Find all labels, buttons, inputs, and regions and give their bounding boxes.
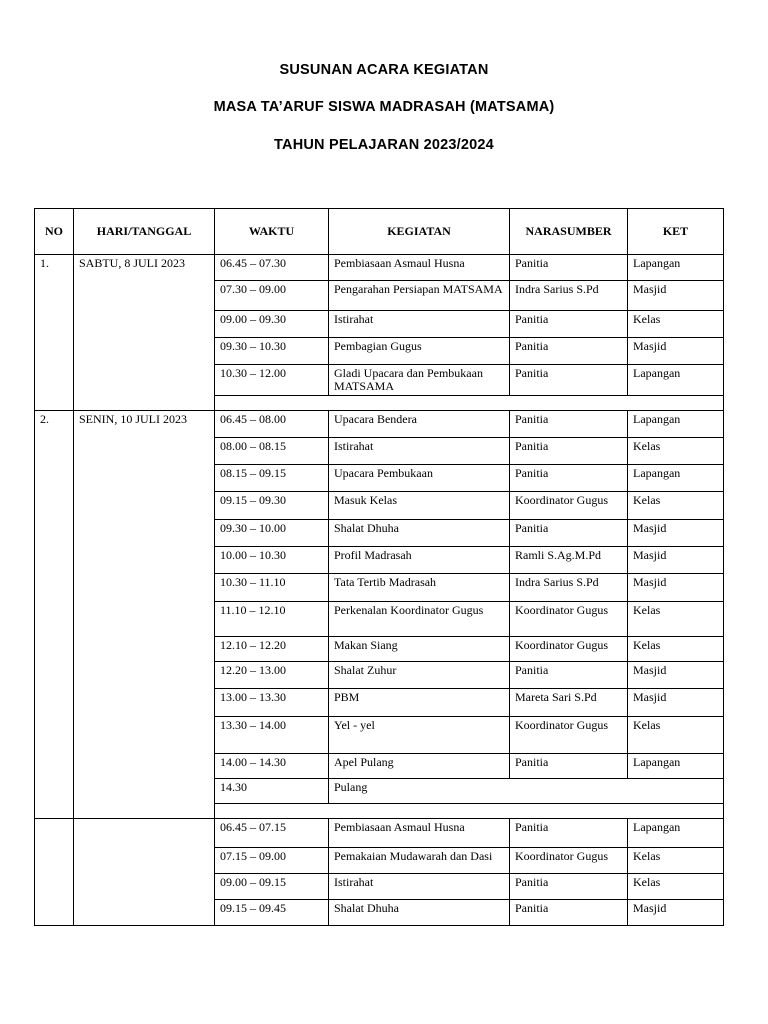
note-cell: Masjid (628, 662, 724, 689)
note-cell: Lapangan (628, 411, 724, 438)
speaker-cell: Koordinator Gugus (510, 717, 628, 754)
speaker-cell: Koordinator Gugus (510, 492, 628, 520)
table-row (35, 411, 724, 438)
note-cell: Kelas (628, 438, 724, 465)
schedule-table (34, 208, 724, 926)
col-header-speaker: NARASUMBER (510, 209, 628, 255)
time-cell: 06.45 – 08.00 (215, 411, 329, 438)
activity-cell: Pembiasaan Asmaul Husna (329, 255, 510, 281)
time-cell: 09.30 – 10.00 (215, 520, 329, 547)
time-cell: 08.00 – 08.15 (215, 438, 329, 465)
note-cell: Masjid (628, 281, 724, 311)
activity-cell: Perkenalan Koordinator Gugus (329, 602, 510, 637)
speaker-cell: Panitia (510, 520, 628, 547)
activity-cell: Shalat Zuhur (329, 662, 510, 689)
speaker-cell: Panitia (510, 754, 628, 779)
time-cell: 06.45 – 07.30 (215, 255, 329, 281)
time-cell: 13.00 – 13.30 (215, 689, 329, 717)
spacer-cell (215, 804, 724, 819)
col-header-activity: KEGIATAN (329, 209, 510, 255)
activity-cell: Shalat Dhuha (329, 520, 510, 547)
speaker-cell: Panitia (510, 900, 628, 926)
activity-cell: Apel Pulang (329, 754, 510, 779)
speaker-cell: Mareta Sari S.Pd (510, 689, 628, 717)
note-cell: Kelas (628, 492, 724, 520)
note-cell: Kelas (628, 848, 724, 874)
activity-cell: Pemakaian Mudawarah dan Dasi (329, 848, 510, 874)
speaker-cell: Panitia (510, 874, 628, 900)
note-cell: Masjid (628, 547, 724, 574)
day-date: SABTU, 8 JULI 2023 (74, 255, 215, 411)
time-cell: 07.30 – 09.00 (215, 281, 329, 311)
day-number (35, 819, 74, 926)
day-date: SENIN, 10 JULI 2023 (74, 411, 215, 819)
col-header-day: HARI/TANGGAL (74, 209, 215, 255)
time-cell: 09.30 – 10.30 (215, 338, 329, 365)
note-cell: Lapangan (628, 465, 724, 492)
time-cell: 06.45 – 07.15 (215, 819, 329, 848)
note-cell: Masjid (628, 574, 724, 602)
speaker-cell: Panitia (510, 411, 628, 438)
time-cell: 10.30 – 12.00 (215, 365, 329, 396)
activity-cell: Pembagian Gugus (329, 338, 510, 365)
speaker-cell: Panitia (510, 438, 628, 465)
document-title: SUSUNAN ACARA KEGIATAN (279, 62, 489, 78)
activity-cell: Istirahat (329, 874, 510, 900)
time-cell: 12.10 – 12.20 (215, 637, 329, 662)
speaker-cell: Panitia (510, 662, 628, 689)
activity-cell: Pulang (329, 779, 724, 804)
note-cell: Lapangan (628, 754, 724, 779)
speaker-cell: Koordinator Gugus (510, 602, 628, 637)
activity-cell: Shalat Dhuha (329, 900, 510, 926)
document-subtitle: MASA TA’ARUF SISWA MADRASAH (MATSAMA) (213, 99, 555, 115)
day-number: 2. (35, 411, 74, 819)
col-header-time: WAKTU (215, 209, 329, 255)
time-cell: 08.15 – 09.15 (215, 465, 329, 492)
day-number: 1. (35, 255, 74, 411)
activity-cell: Istirahat (329, 311, 510, 338)
spacer-cell (215, 396, 724, 411)
header-row (35, 209, 724, 255)
activity-cell: Pembiasaan Asmaul Husna (329, 819, 510, 848)
activity-cell: Pengarahan Persiapan MATSAMA (329, 281, 510, 311)
time-cell: 07.15 – 09.00 (215, 848, 329, 874)
time-cell: 09.15 – 09.45 (215, 900, 329, 926)
note-cell: Kelas (628, 311, 724, 338)
speaker-cell: Koordinator Gugus (510, 848, 628, 874)
speaker-cell: Panitia (510, 255, 628, 281)
note-cell: Lapangan (628, 255, 724, 281)
activity-cell: Masuk Kelas (329, 492, 510, 520)
note-cell: Kelas (628, 602, 724, 637)
activity-cell: Upacara Bendera (329, 411, 510, 438)
note-cell: Masjid (628, 689, 724, 717)
time-cell: 14.00 – 14.30 (215, 754, 329, 779)
time-cell: 11.10 – 12.10 (215, 602, 329, 637)
time-cell: 09.00 – 09.30 (215, 311, 329, 338)
note-cell: Lapangan (628, 365, 724, 396)
time-cell: 10.00 – 10.30 (215, 547, 329, 574)
note-cell: Masjid (628, 338, 724, 365)
activity-cell: Profil Madrasah (329, 547, 510, 574)
speaker-cell: Indra Sarius S.Pd (510, 574, 628, 602)
note-cell: Kelas (628, 637, 724, 662)
note-cell: Masjid (628, 520, 724, 547)
activity-cell: Upacara Pembukaan (329, 465, 510, 492)
speaker-cell: Indra Sarius S.Pd (510, 281, 628, 311)
note-cell: Lapangan (628, 819, 724, 848)
col-header-note: KET (628, 209, 724, 255)
activity-cell: Makan Siang (329, 637, 510, 662)
speaker-cell: Panitia (510, 365, 628, 396)
table-row (35, 819, 724, 848)
day-date (74, 819, 215, 926)
table-row (35, 255, 724, 281)
activity-cell: Gladi Upacara dan Pembukaan MATSAMA (329, 365, 510, 396)
note-cell: Masjid (628, 900, 724, 926)
activity-cell: PBM (329, 689, 510, 717)
time-cell: 10.30 – 11.10 (215, 574, 329, 602)
speaker-cell: Panitia (510, 465, 628, 492)
speaker-cell: Panitia (510, 338, 628, 365)
time-cell: 09.00 – 09.15 (215, 874, 329, 900)
note-cell: Kelas (628, 717, 724, 754)
col-header-no: NO (35, 209, 74, 255)
time-cell: 12.20 – 13.00 (215, 662, 329, 689)
activity-cell: Tata Tertib Madrasah (329, 574, 510, 602)
academic-year: TAHUN PELAJARAN 2023/2024 (274, 137, 494, 153)
speaker-cell: Ramli S.Ag.M.Pd (510, 547, 628, 574)
activity-cell: Istirahat (329, 438, 510, 465)
time-cell: 09.15 – 09.30 (215, 492, 329, 520)
note-cell: Kelas (628, 874, 724, 900)
speaker-cell: Panitia (510, 819, 628, 848)
activity-cell: Yel - yel (329, 717, 510, 754)
time-cell: 14.30 (215, 779, 329, 804)
speaker-cell: Koordinator Gugus (510, 637, 628, 662)
time-cell: 13.30 – 14.00 (215, 717, 329, 754)
speaker-cell: Panitia (510, 311, 628, 338)
